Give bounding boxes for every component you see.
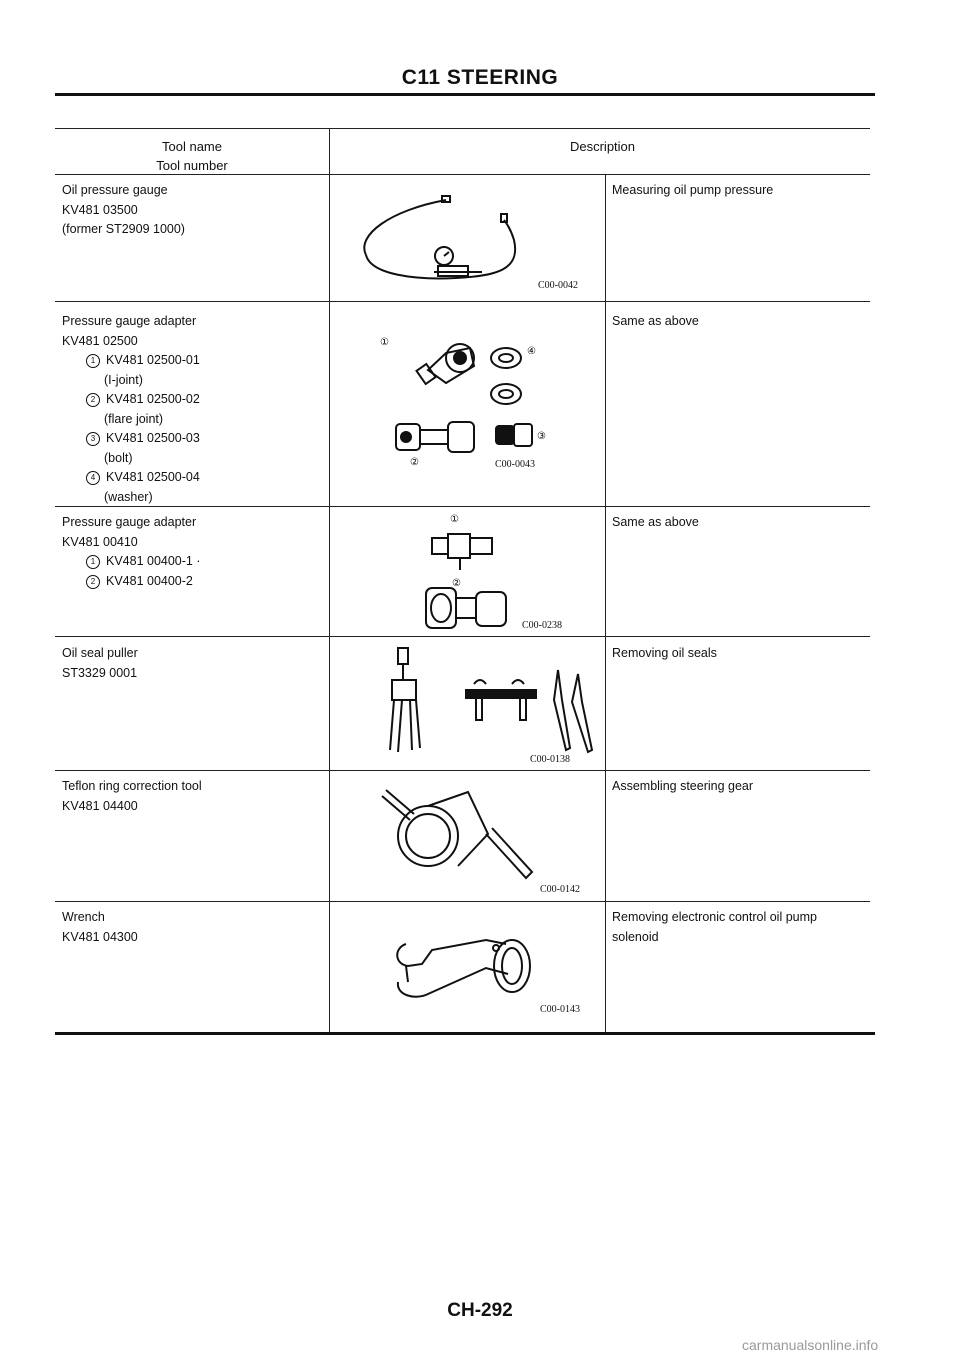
column-divider: [605, 174, 606, 1032]
part-marker: 2: [86, 575, 100, 589]
part-number: [62, 390, 322, 410]
figure-code: C00-0143: [540, 1004, 580, 1015]
svg-text:②: ②: [410, 457, 419, 468]
tool-figure: [336, 774, 604, 898]
part-number: [62, 468, 322, 488]
part-number: [62, 552, 322, 572]
row-divider: [55, 301, 870, 302]
table-bottom-rule: [55, 1032, 875, 1035]
figure-code: C00-0238: [522, 620, 562, 631]
header-description: Description: [569, 139, 636, 154]
svg-text:②: ②: [452, 578, 461, 589]
watermark: carmanualsonline.info: [742, 1337, 879, 1353]
figure-code: C00-0142: [540, 884, 580, 895]
oil-seal-puller-icon: [336, 640, 604, 768]
tool-figure: [336, 308, 604, 498]
part-number-text: KV481 00400-2: [106, 573, 193, 588]
part-number: [62, 351, 322, 371]
tool-description-line: Removing electronic control oil pump: [612, 910, 817, 924]
part-number-text: KV481 02500-03: [106, 431, 200, 445]
part-number-text: KV481 02500-04: [106, 470, 200, 484]
header-tool-name: Tool name: [162, 139, 222, 154]
tool-number: KV481 04400: [62, 798, 138, 813]
tool-number: KV481 04300: [62, 929, 138, 944]
tool-figure: [336, 508, 604, 634]
part-label: (washer): [104, 489, 153, 504]
part-label: (bolt): [104, 450, 133, 465]
table-top-rule: [55, 128, 870, 129]
tool-description: Same as above: [612, 515, 699, 529]
svg-text:①: ①: [450, 514, 459, 525]
figure-code: C00-0042: [538, 280, 578, 291]
part-number-text: KV481 02500-02: [106, 392, 200, 406]
tool-number: KV481 03500: [62, 202, 138, 217]
tool-figure: [336, 640, 604, 768]
tool-name: Pressure gauge adapter: [62, 515, 197, 529]
tool-number: KV481 00410: [62, 534, 138, 549]
table-row: [62, 908, 322, 947]
tool-description: Assembling steering gear: [612, 779, 754, 793]
svg-text:①: ①: [380, 337, 389, 348]
part-label: (flare joint): [104, 411, 164, 426]
tool-description: Same as above: [612, 314, 699, 328]
title-rule: [55, 93, 875, 96]
tool-description: Removing oil seals: [612, 646, 717, 660]
table-row: [62, 181, 322, 240]
tool-name: Pressure gauge adapter: [62, 314, 197, 328]
part-number-text: KV481 00400-1 ·: [106, 554, 201, 568]
header-tool-number: Tool number: [156, 158, 228, 173]
tool-number: ST3329 0001: [62, 665, 138, 680]
pressure-gauge-adapter-icon: [336, 508, 604, 634]
part-marker: 3: [86, 432, 100, 446]
tool-name: Teflon ring correction tool: [62, 779, 202, 793]
table-row: [62, 513, 322, 591]
tool-number: KV481 02500: [62, 333, 138, 348]
row-divider: [55, 636, 870, 637]
part-marker: 1: [86, 354, 100, 368]
part-marker: 1: [86, 555, 100, 569]
table-row: [62, 644, 322, 683]
row-divider: [55, 770, 870, 771]
tool-name: Oil seal puller: [62, 646, 138, 660]
svg-text:④: ④: [527, 346, 536, 357]
teflon-ring-tool-icon: [336, 774, 604, 898]
part-marker: 4: [86, 471, 100, 485]
column-divider: [329, 128, 330, 1032]
tool-description-line: solenoid: [612, 929, 659, 944]
part-number: [62, 429, 322, 449]
tool-name: Oil pressure gauge: [62, 183, 168, 197]
header-tool-name-cell: [62, 137, 322, 175]
figure-code: C00-0043: [495, 459, 535, 470]
pressure-gauge-adapter-icon: [336, 308, 604, 498]
part-number: [62, 572, 322, 592]
row-divider: [55, 901, 870, 902]
tool-description: [612, 908, 867, 947]
page-title: C11 STEERING: [401, 66, 559, 89]
part-label: (I-joint): [104, 372, 143, 387]
part-number-text: KV481 02500-01: [106, 353, 200, 367]
tool-note: (former ST2909 1000): [62, 222, 185, 236]
figure-code: C00-0138: [530, 754, 570, 765]
svg-text:③: ③: [537, 431, 546, 442]
part-marker: 2: [86, 393, 100, 407]
table-row: [62, 312, 322, 507]
page-number: CH-292: [447, 1300, 513, 1321]
tool-name: Wrench: [62, 910, 105, 924]
tool-description: Measuring oil pump pressure: [612, 183, 774, 197]
table-row: [62, 777, 322, 816]
